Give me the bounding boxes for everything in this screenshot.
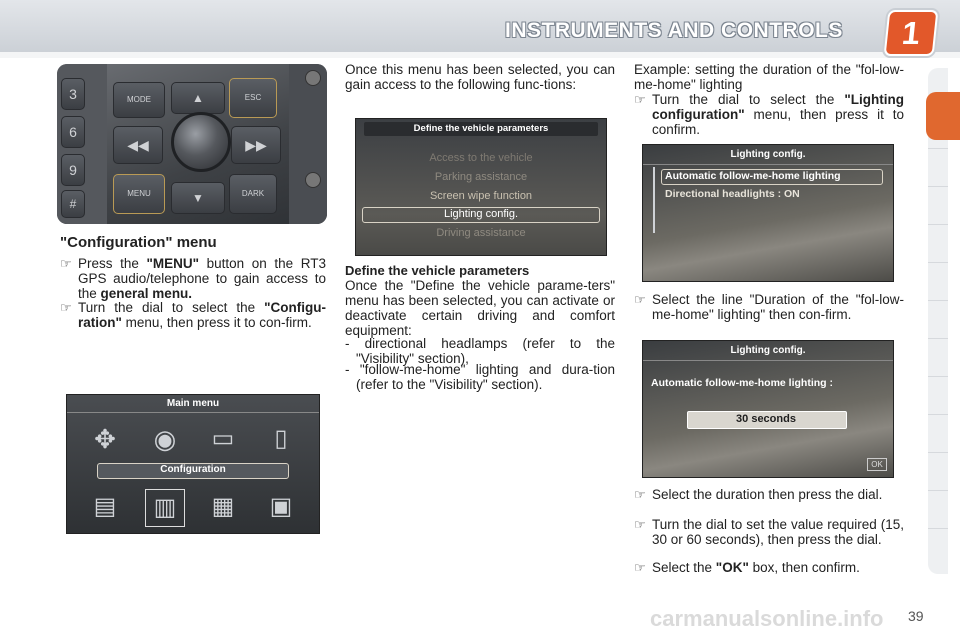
up-arrow-button: ▲ — [171, 82, 225, 114]
column1-bullet2: Turn the dial to select the "Configu-ration" menu, then press it to con-firm. — [78, 300, 326, 330]
navigation-icon: ✥ — [94, 424, 116, 454]
menu-item-parking: Parking assistance — [434, 171, 528, 183]
down-arrow-button: ▼ — [171, 182, 225, 214]
active-chapter-tab — [926, 92, 960, 140]
lighting-config-screen-2 — [642, 340, 894, 478]
column3-bullet4: Turn the dial to set the value required (15, 30 or 60 seconds), then press the dial. — [652, 517, 904, 547]
menu-item-driving: Driving assistance — [436, 227, 526, 239]
configuration-label: Configuration — [160, 464, 226, 475]
pointing-hand-icon: ☞ — [60, 300, 72, 315]
dark-button: DARK — [229, 174, 277, 214]
watermark: carmanualsonline.info — [650, 606, 884, 631]
pointing-hand-icon: ☞ — [60, 256, 72, 271]
rewind-button: ◀◀ — [113, 126, 163, 164]
column2-paragraph: Once the "Define the vehicle parame-ters" menu has been selected, you can activate or deactivate certain driving and comfort equipment: — [345, 278, 615, 338]
settings-icon: ▤ — [93, 493, 117, 520]
column3-bullet1: Turn the dial to select the "Lighting configuration" menu, then press it to confirm. — [652, 92, 904, 137]
equalizer-icon: ▥ — [145, 489, 185, 527]
preset-hash-button: # — [61, 190, 85, 218]
esc-button: ESC — [229, 78, 277, 118]
column1-bullet1: Press the "MENU" button on the RT3 GPS audio/telephone to gain access to the general menu. — [78, 256, 326, 301]
pointing-hand-icon: ☞ — [634, 517, 646, 532]
screen-icon: ▣ — [269, 493, 293, 520]
follow-me-home-line: Automatic follow-me-home lighting — [665, 170, 841, 182]
menu-item-wipe: Screen wipe function — [429, 190, 533, 202]
preset-3-button: 3 — [61, 78, 85, 110]
page-number: 39 — [908, 608, 924, 624]
menu-button: MENU — [113, 174, 165, 214]
configuration-menu-heading: "Configuration" menu — [60, 234, 217, 251]
directional-headlights-line: Directional headlights : ON — [665, 188, 800, 200]
menu-item-lighting: Lighting config. — [444, 208, 518, 220]
column3-example: Example: setting the duration of the "fol-low-me-home" lighting — [634, 62, 904, 92]
pointing-hand-icon: ☞ — [634, 92, 646, 107]
main-menu-title: Main menu — [166, 398, 220, 409]
phone-icon: ▯ — [274, 425, 288, 452]
book-icon: ▦ — [211, 493, 235, 520]
chapter-badge: 1 — [886, 12, 936, 54]
vehicle-parameters-screen — [355, 118, 607, 256]
rotary-dial-icon — [171, 112, 231, 172]
cd-icon: ◉ — [153, 424, 177, 454]
preset-6-button: 6 — [61, 116, 85, 148]
vehicle-parameters-title: Define the vehicle parameters — [413, 123, 549, 134]
header-title: INSTRUMENTS AND CONTROLS — [505, 19, 843, 42]
forward-button: ▶▶ — [231, 126, 281, 164]
column3-bullet2: Select the line "Duration of the "fol-low-me-home" lighting" then con-firm. — [652, 292, 904, 322]
main-menu-screen — [66, 394, 320, 534]
pointing-hand-icon: ☞ — [634, 560, 646, 575]
chapter-tabs — [928, 68, 948, 574]
lighting-config-title-1: Lighting config. — [730, 149, 806, 160]
preset-9-button: 9 — [61, 154, 85, 186]
ok-box: OK — [867, 458, 887, 471]
menu-item-access: Access to the vehicle — [429, 152, 533, 164]
define-vehicle-parameters-heading: Define the vehicle parameters — [345, 263, 530, 278]
pointing-hand-icon: ☞ — [634, 487, 646, 502]
column2-item-2: - "follow-me-home" lighting and dura-tion (refer to the "Visibility" section). — [345, 362, 615, 392]
knob-icon — [305, 172, 321, 188]
knob-icon — [305, 70, 321, 86]
column3-bullet3: Select the duration then press the dial. — [652, 487, 883, 502]
radio-panel-image — [57, 64, 327, 224]
column3-bullet5: Select the "OK" box, then confirm. — [652, 560, 860, 575]
laptop-icon: ▭ — [211, 425, 235, 452]
lighting-config-screen-1 — [642, 144, 894, 282]
mode-button: MODE — [113, 82, 165, 118]
duration-value: 30 seconds — [736, 413, 796, 425]
lighting-config-title-2: Lighting config. — [730, 345, 806, 356]
follow-me-home-duration-line: Automatic follow-me-home lighting : — [651, 377, 833, 389]
column2-intro: Once this menu has been selected, you can gain access to the following func-tions: — [345, 62, 615, 92]
column2-item-1: - directional headlamps (refer to the "Visibility" section), — [345, 336, 615, 366]
pointing-hand-icon: ☞ — [634, 292, 646, 307]
